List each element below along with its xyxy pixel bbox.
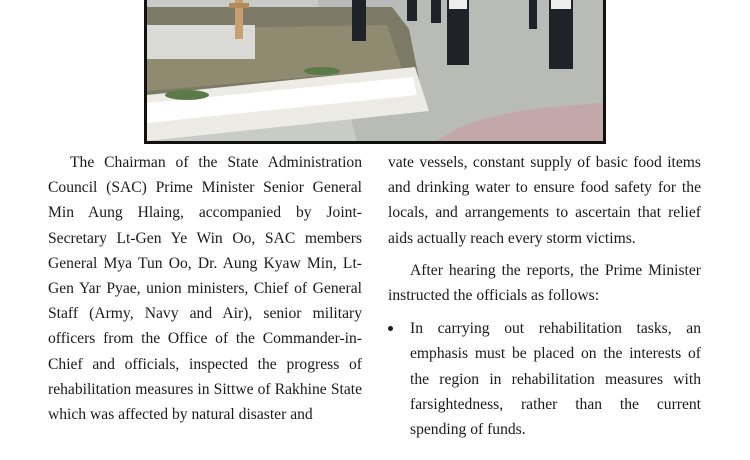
instruction-list xyxy=(388,316,701,442)
article-left-column xyxy=(48,150,362,427)
list-item xyxy=(388,316,701,442)
article-paragraph: The Chairman of the State Administration Council (SAC) Prime Minister Senior General Min Aung Hlaing, accompanied by Joint-Secretary Lt-Gen Ye Win Oo, SAC members General Mya Tun Oo, Dr. Aung Kyaw Min, Lt-Gen Yar Pyae, union ministers, Chief of General Staff (Army, Navy and Air), senior military officers from the Office of the Commander-in-Chief and officials, inspected the progress of rehabilitation measures in Sittwe of Rakhine State which was affected by natural disaster and xyxy=(48,154,362,424)
bullet-icon xyxy=(388,326,393,331)
article-right-column xyxy=(388,150,701,442)
article-paragraph: After hearing the reports, the Prime Minister instructed the officials as follows: xyxy=(388,261,701,305)
photo-illustration xyxy=(147,0,603,141)
list-item-text: In carrying out rehabilitation tasks, an emphasis must be placed on the interests of the region in rehabilitation measures with farsightedness, rather than the current spending of funds. xyxy=(410,320,701,439)
article-paragraph-continued: vate vessels, constant supply of basic food items and drinking water to ensure food safety for the locals, and arrangements to ascertain that relief aids actually reach every storm victims. xyxy=(388,154,701,247)
news-photo xyxy=(144,0,606,144)
